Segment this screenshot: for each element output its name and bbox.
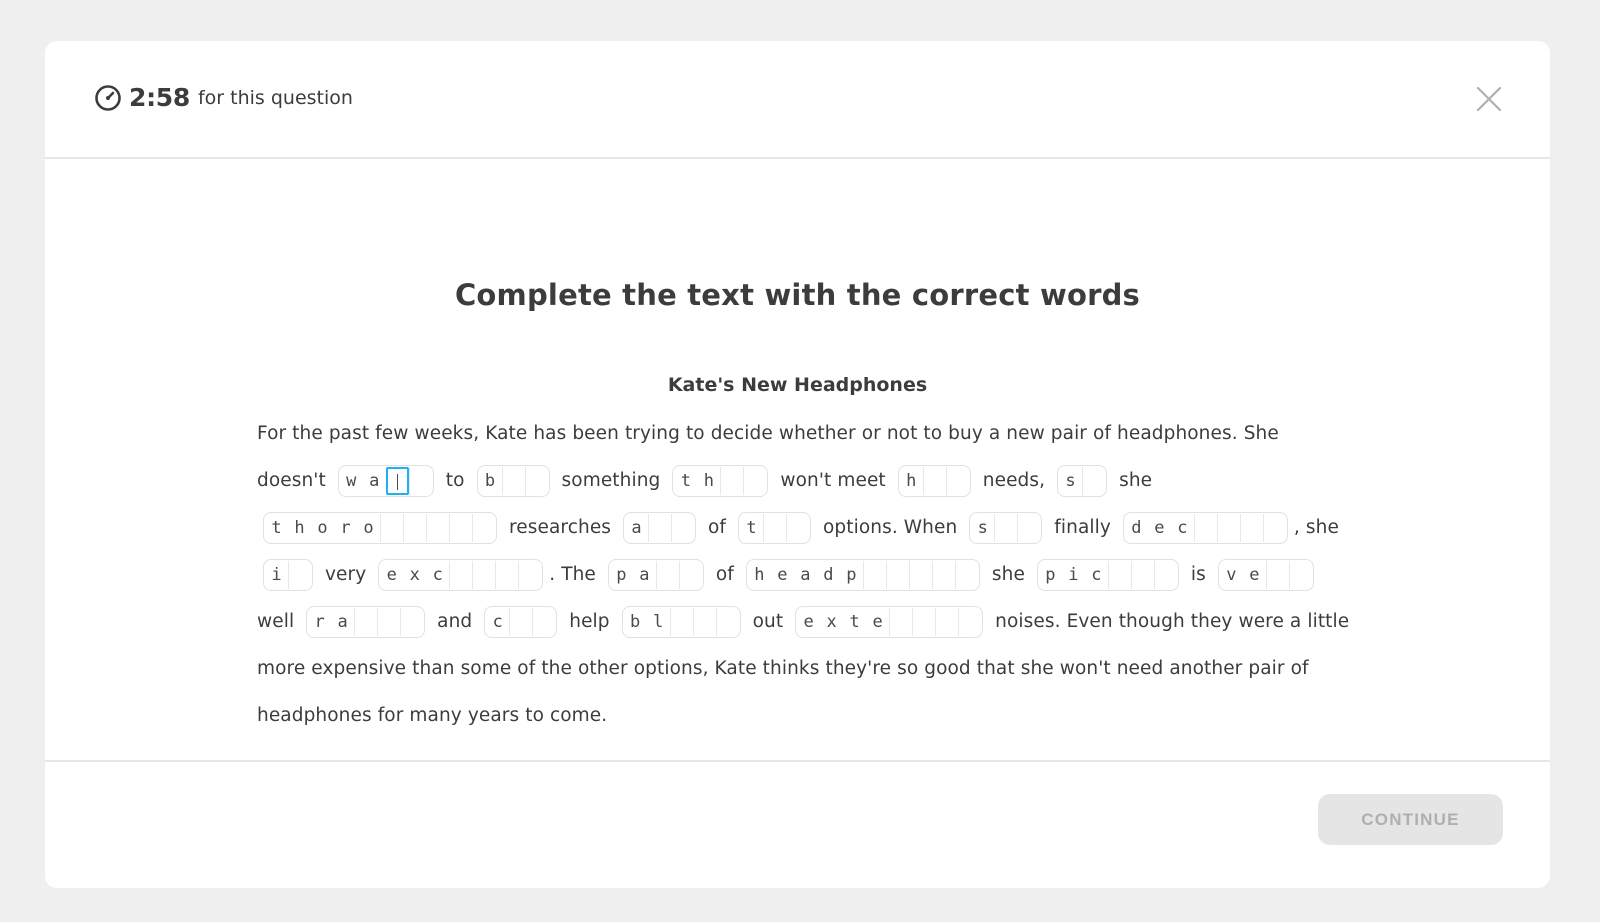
passage-segment: of bbox=[709, 564, 740, 585]
letter-hint: d bbox=[1131, 517, 1142, 538]
letter-input[interactable] bbox=[449, 514, 472, 542]
close-icon bbox=[1476, 86, 1502, 112]
word-blank[interactable] bbox=[263, 559, 313, 591]
letter-input[interactable] bbox=[380, 514, 403, 542]
letter-hint: c bbox=[1091, 564, 1102, 585]
letter-hint: s bbox=[1065, 470, 1076, 491]
letter-input[interactable] bbox=[1082, 467, 1105, 495]
word-blank[interactable] bbox=[306, 606, 425, 638]
letter-hint: i bbox=[1068, 564, 1079, 585]
word-blank[interactable] bbox=[608, 559, 704, 591]
passage-segment: and bbox=[431, 611, 479, 632]
letter-input[interactable] bbox=[1017, 514, 1040, 542]
letter-input[interactable] bbox=[509, 608, 532, 636]
timer-value: 2:58 bbox=[129, 83, 190, 112]
timer-icon bbox=[94, 84, 122, 112]
passage-segment: very bbox=[319, 564, 373, 585]
word-blank[interactable] bbox=[622, 606, 741, 638]
letter-hint: r bbox=[314, 611, 325, 632]
letter-hint: a bbox=[337, 611, 348, 632]
letter-hint: x bbox=[826, 611, 837, 632]
passage-segment: For the past few weeks, Kate has been trying to decide whether or not to buy a new pair of headphones. She doesn't bbox=[257, 423, 1285, 491]
letter-input[interactable] bbox=[679, 561, 702, 589]
passage-segment: noises. Even though they were a little more expensive than some of the other options, Kate thinks they're so good that she won't need another pair of headphones for many years to come. bbox=[257, 611, 1356, 726]
word-blank[interactable] bbox=[263, 512, 497, 544]
passage-segment: won't meet bbox=[774, 470, 892, 491]
page-title: Complete the text with the correct words bbox=[454, 278, 1141, 312]
word-blank[interactable] bbox=[746, 559, 980, 591]
letter-input[interactable] bbox=[472, 514, 495, 542]
letter-input[interactable] bbox=[946, 467, 969, 495]
letter-input[interactable] bbox=[377, 608, 400, 636]
letter-hint: e bbox=[386, 564, 397, 585]
letter-input[interactable] bbox=[909, 561, 932, 589]
letter-input[interactable] bbox=[912, 608, 935, 636]
letter-hint: e bbox=[1249, 564, 1260, 585]
letter-hint: d bbox=[823, 564, 834, 585]
letter-hint: o bbox=[363, 517, 374, 538]
letter-hint: h bbox=[703, 470, 715, 491]
passage-title: Kate's New Headphones bbox=[667, 374, 928, 396]
word-blank[interactable] bbox=[738, 512, 811, 544]
letter-input[interactable] bbox=[472, 561, 495, 589]
letter-input[interactable] bbox=[958, 608, 981, 636]
word-blank[interactable] bbox=[1123, 512, 1288, 544]
letter-input[interactable] bbox=[426, 514, 449, 542]
timer-label: for this question bbox=[197, 86, 353, 109]
letter-hint: t bbox=[271, 517, 282, 538]
letter-input[interactable] bbox=[403, 514, 426, 542]
letter-hint: t bbox=[849, 611, 860, 632]
letter-hint: h bbox=[754, 564, 765, 585]
letter-hint: o bbox=[317, 517, 328, 538]
letter-hint: e bbox=[1154, 517, 1165, 538]
letter-input[interactable] bbox=[400, 608, 423, 636]
passage-segment: , she bbox=[1293, 517, 1345, 538]
letter-input[interactable] bbox=[502, 467, 525, 495]
letter-hint: w bbox=[346, 470, 357, 491]
word-blank[interactable] bbox=[898, 465, 971, 497]
word-blank[interactable] bbox=[338, 465, 434, 497]
letter-input[interactable] bbox=[889, 608, 912, 636]
modal-footer bbox=[45, 760, 1550, 888]
letter-input[interactable] bbox=[648, 514, 671, 542]
passage-segment: is bbox=[1184, 564, 1212, 585]
letter-input[interactable] bbox=[693, 608, 716, 636]
passage-segment: out bbox=[746, 611, 790, 632]
letter-hint: e bbox=[777, 564, 788, 585]
letter-hint: s bbox=[977, 517, 988, 538]
letter-input[interactable] bbox=[671, 514, 694, 542]
letter-input[interactable] bbox=[1131, 561, 1154, 589]
word-blank[interactable] bbox=[1057, 465, 1107, 497]
letter-input[interactable] bbox=[1154, 561, 1177, 589]
letter-hint: h bbox=[294, 517, 305, 538]
word-blank[interactable] bbox=[672, 465, 768, 497]
letter-hint: c bbox=[492, 611, 503, 632]
letter-hint: v bbox=[1226, 564, 1237, 585]
letter-input[interactable] bbox=[354, 608, 377, 636]
letter-input[interactable] bbox=[656, 561, 679, 589]
letter-hint: t bbox=[746, 517, 757, 538]
word-blank[interactable] bbox=[969, 512, 1042, 544]
continue-button[interactable]: CONTINUE bbox=[1318, 794, 1503, 845]
letter-hint: l bbox=[652, 611, 664, 632]
passage-segment: she bbox=[1113, 470, 1159, 491]
letter-hint: h bbox=[906, 470, 917, 491]
letter-hint: b bbox=[629, 611, 641, 632]
letter-hint: r bbox=[340, 517, 351, 538]
letter-input[interactable] bbox=[518, 561, 541, 589]
word-blank[interactable] bbox=[1218, 559, 1314, 591]
letter-input[interactable] bbox=[886, 561, 909, 589]
letter-hint: t bbox=[680, 470, 692, 491]
letter-input[interactable] bbox=[994, 514, 1017, 542]
word-blank[interactable] bbox=[484, 606, 557, 638]
passage-segment: options. When bbox=[817, 517, 964, 538]
letter-input[interactable] bbox=[495, 561, 518, 589]
letter-input[interactable] bbox=[1266, 561, 1289, 589]
letter-input[interactable] bbox=[288, 561, 311, 589]
timer bbox=[94, 83, 353, 112]
passage-segment: researches bbox=[503, 517, 618, 538]
letter-hint: x bbox=[409, 564, 420, 585]
letter-input[interactable] bbox=[743, 467, 766, 495]
word-blank[interactable] bbox=[378, 559, 543, 591]
letter-hint: c bbox=[1177, 517, 1188, 538]
letter-input[interactable] bbox=[409, 467, 432, 495]
letter-input[interactable] bbox=[955, 561, 978, 589]
passage-segment: to bbox=[439, 470, 471, 491]
word-blank[interactable] bbox=[623, 512, 696, 544]
letter-input[interactable] bbox=[716, 608, 739, 636]
word-blank[interactable] bbox=[477, 465, 550, 497]
letter-hint: p bbox=[616, 564, 627, 585]
letter-input[interactable] bbox=[923, 467, 946, 495]
letter-hint: a bbox=[800, 564, 811, 585]
letter-input[interactable] bbox=[1263, 514, 1286, 542]
letter-input[interactable] bbox=[1240, 514, 1263, 542]
letter-hint: a bbox=[369, 470, 380, 491]
word-blank[interactable] bbox=[1037, 559, 1179, 591]
passage-segment: something bbox=[555, 470, 667, 491]
question-modal bbox=[45, 41, 1550, 888]
letter-hint: e bbox=[872, 611, 883, 632]
word-blank[interactable] bbox=[795, 606, 983, 638]
passage-segment: needs, bbox=[976, 470, 1052, 491]
letter-hint: p bbox=[846, 564, 857, 585]
letter-input[interactable] bbox=[863, 561, 886, 589]
passage-segment: help bbox=[563, 611, 616, 632]
letter-input[interactable] bbox=[670, 608, 693, 636]
letter-input[interactable] bbox=[1289, 561, 1312, 589]
letter-hint: b bbox=[484, 470, 496, 491]
letter-input[interactable] bbox=[763, 514, 786, 542]
letter-input[interactable] bbox=[786, 514, 809, 542]
passage-segment: . The bbox=[549, 564, 602, 585]
letter-input[interactable] bbox=[1108, 561, 1131, 589]
letter-input[interactable] bbox=[386, 467, 409, 495]
letter-input[interactable] bbox=[720, 467, 743, 495]
letter-input[interactable] bbox=[525, 467, 548, 495]
passage-text bbox=[257, 410, 1356, 739]
letter-input[interactable] bbox=[932, 561, 955, 589]
letter-input[interactable] bbox=[532, 608, 555, 636]
letter-hint: a bbox=[631, 517, 642, 538]
modal-header bbox=[45, 41, 1550, 159]
letter-hint: i bbox=[271, 564, 282, 585]
letter-input[interactable] bbox=[1194, 514, 1217, 542]
letter-input[interactable] bbox=[449, 561, 472, 589]
letter-hint: p bbox=[1045, 564, 1056, 585]
letter-input[interactable] bbox=[1217, 514, 1240, 542]
passage-segment: she bbox=[985, 564, 1031, 585]
letter-hint: c bbox=[432, 564, 443, 585]
passage-segment: of bbox=[702, 517, 733, 538]
letter-input[interactable] bbox=[935, 608, 958, 636]
passage-segment: finally bbox=[1048, 517, 1117, 538]
letter-hint: e bbox=[803, 611, 814, 632]
passage-segment: well bbox=[257, 564, 1326, 632]
close-button[interactable] bbox=[1476, 86, 1502, 112]
letter-hint: a bbox=[639, 564, 650, 585]
